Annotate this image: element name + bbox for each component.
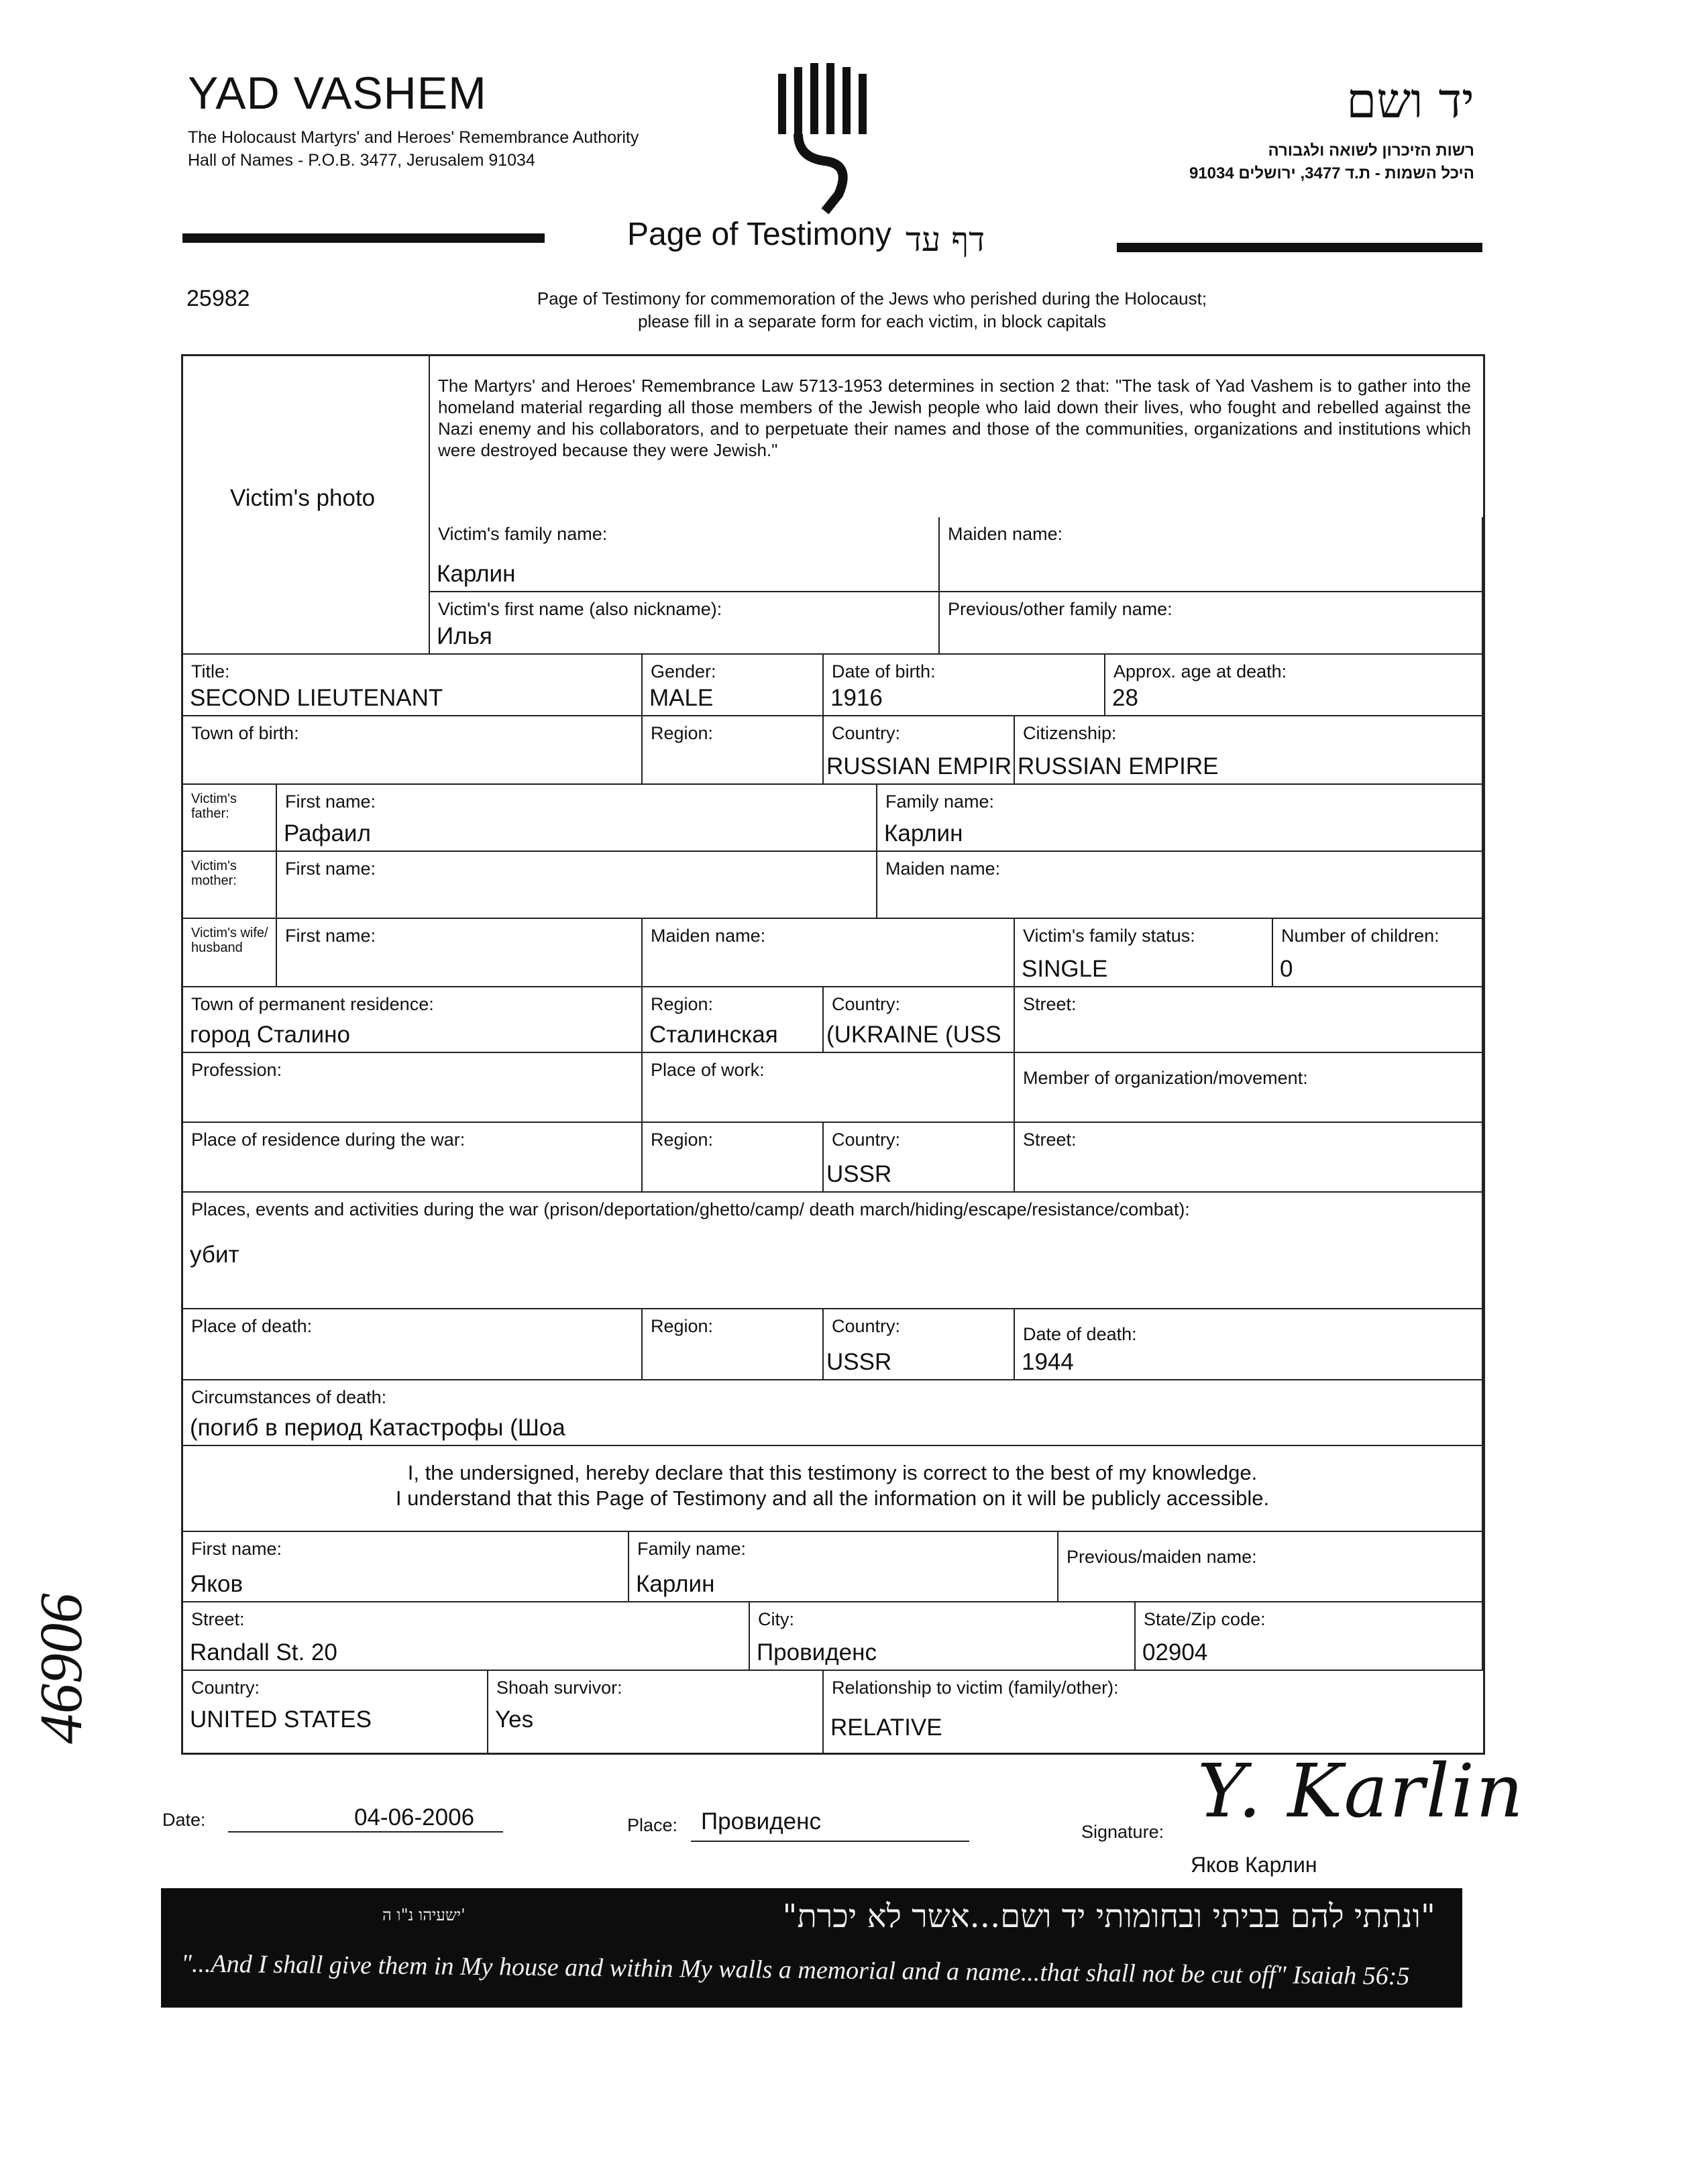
label: Maiden name:	[651, 926, 766, 946]
mother-side-label	[183, 852, 277, 919]
value: 02904	[1142, 1639, 1208, 1666]
victim-first-name-field[interactable]	[430, 592, 940, 655]
value: убит	[190, 1242, 239, 1268]
death-region-field[interactable]	[643, 1309, 824, 1380]
label: Date of birth:	[832, 661, 936, 681]
war-country-field[interactable]	[824, 1123, 1015, 1193]
page-title: Page of Testimony	[627, 217, 892, 252]
value: MALE	[649, 685, 714, 711]
war-region-field[interactable]	[643, 1123, 824, 1193]
mother-first-name-field[interactable]	[277, 852, 877, 919]
circumstances-field[interactable]	[183, 1380, 1483, 1446]
label: Street:	[1023, 994, 1077, 1014]
label: Victim's family status:	[1023, 926, 1195, 946]
gender-field[interactable]	[643, 655, 824, 716]
date-value[interactable]: 04-06-2006	[354, 1804, 475, 1831]
subtitle-line-1: The Holocaust Martyrs' and Heroes' Remembrance Authority	[188, 128, 639, 147]
left-rule	[182, 233, 545, 243]
document-number: 25982	[186, 286, 250, 311]
label: Region:	[651, 1316, 714, 1336]
subtitle-line-2: Hall of Names - P.O.B. 3477, Jerusalem 91034	[188, 151, 535, 170]
intro-line-2: please fill in a separate form for each victim, in block capitals	[638, 311, 1106, 331]
father-first-name-field[interactable]	[277, 785, 877, 852]
date-line	[228, 1831, 503, 1833]
value: SECOND LIEUTENANT	[190, 685, 443, 711]
birth-country-field[interactable]	[824, 716, 1015, 785]
label: Victim's family name:	[438, 524, 608, 544]
submitter-first-name-field[interactable]	[183, 1532, 629, 1602]
label: Country:	[832, 1130, 901, 1150]
label: First name:	[191, 1539, 282, 1559]
date-of-death-field[interactable]	[1015, 1309, 1483, 1380]
label: Family name:	[637, 1539, 747, 1559]
value: RUSSIAN EMPIR	[826, 753, 1012, 779]
value: 28	[1112, 685, 1138, 711]
hebrew-title: יד ושם	[1346, 72, 1474, 129]
value: 1916	[830, 685, 883, 711]
label: Country:	[191, 1678, 260, 1698]
label: First name:	[285, 791, 376, 812]
value: Провиденс	[757, 1639, 877, 1666]
value: город Сталино	[190, 1022, 350, 1048]
war-residence-field[interactable]	[183, 1123, 643, 1193]
victim-photo-label: Victim's photo	[230, 485, 376, 511]
submitter-country-field[interactable]	[183, 1671, 488, 1753]
label: Maiden name:	[885, 859, 1001, 879]
spouse-side-label	[183, 919, 277, 987]
law-text: The Martyrs' and Heroes' Remembrance Law 5713-1953 determines in section 2 that: "The task of Yad Vashem is to gather into the homeland material regarding all those members of the Jewish people who laid down their lives, who fought and rebelled against the Nazi enemy and his collaborators, and to perpetuate their names and those of the communities, organizations and institutions which were destroyed because they were Jewish."	[438, 376, 1471, 460]
family-status-field[interactable]	[1015, 919, 1273, 987]
label: Member of organization/movement:	[1023, 1068, 1308, 1088]
date-label: Date:	[162, 1810, 206, 1830]
label: State/Zip code:	[1144, 1609, 1266, 1629]
signature-label: Signature:	[1081, 1822, 1164, 1842]
date-of-birth-field[interactable]	[824, 655, 1105, 716]
label: Town of birth:	[191, 723, 299, 743]
value: USSR	[826, 1161, 892, 1187]
value: SINGLE	[1022, 956, 1108, 982]
profession-field[interactable]	[183, 1053, 643, 1123]
label: Place of death:	[191, 1316, 313, 1336]
submitter-city-field[interactable]	[750, 1602, 1136, 1671]
label: Country:	[832, 1316, 901, 1336]
label: First name:	[285, 859, 376, 879]
label: Place of work:	[651, 1060, 765, 1080]
label: Victim's mother:	[191, 859, 237, 888]
label: Country:	[832, 994, 901, 1014]
relationship-field[interactable]	[824, 1671, 1483, 1753]
header-subtitle	[188, 126, 639, 172]
testimony-form	[181, 354, 1485, 1755]
number-of-children-field[interactable]	[1273, 919, 1483, 987]
value: Карлин	[437, 561, 516, 587]
label: Relationship to victim (family/other):	[832, 1678, 1119, 1698]
label: Street:	[191, 1609, 245, 1629]
intro-line-1: Page of Testimony for commemoration of the Jews who perished during the Holocaust;	[537, 288, 1207, 309]
label: Citizenship:	[1023, 723, 1117, 743]
value: 0	[1280, 956, 1293, 982]
label: Victim's wife/ husband	[191, 926, 268, 955]
hebrew-subtitle	[1189, 140, 1474, 185]
label: Profession:	[191, 1060, 282, 1080]
label: Country:	[832, 723, 901, 743]
victim-family-name-field[interactable]	[430, 517, 940, 592]
signer-name: Яков Карлин	[1191, 1853, 1317, 1877]
maiden-name-field[interactable]	[940, 517, 1483, 592]
value: RUSSIAN EMPIRE	[1018, 753, 1219, 779]
value: Randall St. 20	[190, 1639, 337, 1666]
yad-vashem-title: YAD VASHEM	[188, 68, 487, 119]
residence-region-field[interactable]	[643, 987, 824, 1053]
label: Date of death:	[1023, 1324, 1137, 1344]
quote-banner	[161, 1888, 1462, 2008]
mother-maiden-name-field[interactable]	[877, 852, 1483, 919]
value: Карлин	[636, 1571, 715, 1597]
value: UNITED STATES	[190, 1706, 372, 1733]
label: Gender:	[651, 661, 716, 681]
label: Town of permanent residence:	[191, 994, 434, 1014]
banner-hebrew-ref: ישעיהו נ"ו ה'	[382, 1906, 466, 1924]
label: Place of residence during the war:	[191, 1130, 466, 1150]
residence-street-field[interactable]	[1015, 987, 1483, 1053]
previous-family-name-field[interactable]	[940, 592, 1483, 655]
place-of-work-field[interactable]	[643, 1053, 1015, 1123]
value: (погиб в период Катастрофы (Шоа	[190, 1415, 565, 1441]
place-line	[691, 1841, 969, 1842]
place-of-death-field[interactable]	[183, 1309, 643, 1380]
shoah-survivor-field[interactable]	[488, 1671, 824, 1753]
father-family-name-field[interactable]	[877, 785, 1483, 852]
value: Илья	[437, 623, 492, 649]
submitter-zip-field[interactable]	[1136, 1602, 1483, 1671]
town-of-birth-field[interactable]	[183, 716, 643, 785]
signature-image: Y. Karlin	[1197, 1748, 1525, 1834]
label: Street:	[1023, 1130, 1077, 1150]
label: Number of children:	[1281, 926, 1439, 946]
label: Previous/maiden name:	[1067, 1547, 1257, 1567]
submitter-street-field[interactable]	[183, 1602, 750, 1671]
label: Victim's first name (also nickname):	[438, 599, 722, 619]
intro-text	[402, 287, 1342, 333]
declaration-box	[183, 1446, 1483, 1532]
label: Approx. age at death:	[1113, 661, 1287, 681]
father-side-label	[183, 785, 277, 852]
submitter-family-name-field[interactable]	[629, 1532, 1058, 1602]
side-handwritten-number: 46906	[28, 1593, 95, 1744]
label: Previous/other family name:	[948, 599, 1173, 619]
spouse-maiden-name-field[interactable]	[643, 919, 1015, 987]
victim-photo-box	[183, 356, 430, 655]
right-rule	[1117, 243, 1482, 252]
yad-vashem-logo-icon	[771, 60, 885, 215]
place-value[interactable]: Провиденс	[701, 1808, 821, 1835]
label: First name:	[285, 926, 376, 946]
value: RELATIVE	[830, 1714, 942, 1741]
organization-field[interactable]	[1015, 1053, 1483, 1123]
label: Victim's father:	[191, 791, 237, 821]
value: (UKRAINE (USS	[826, 1022, 1001, 1048]
label: Circumstances of death:	[191, 1387, 387, 1407]
birth-region-field[interactable]	[643, 716, 824, 785]
submitter-previous-name-field[interactable]	[1058, 1532, 1483, 1602]
label: Family name:	[885, 791, 995, 812]
declaration-line-1: I, the undersigned, hereby declare that this testimony is correct to the best of my knowledge.	[407, 1461, 1258, 1484]
death-country-field[interactable]	[824, 1309, 1015, 1380]
value: Рафаил	[284, 820, 371, 847]
value: 1944	[1022, 1349, 1074, 1375]
value: Карлин	[884, 820, 963, 847]
value: Сталинская	[649, 1022, 778, 1048]
label: Region:	[651, 1130, 714, 1150]
banner-hebrew: "ונתתי להם בביתי ובחומותי יד ושם...אשר לא יכרת"	[782, 1898, 1435, 1935]
spouse-first-name-field[interactable]	[277, 919, 643, 987]
age-at-death-field[interactable]	[1105, 655, 1483, 716]
war-street-field[interactable]	[1015, 1123, 1483, 1193]
label: Region:	[651, 723, 714, 743]
value: Яков	[190, 1571, 243, 1597]
value: Yes	[495, 1706, 534, 1733]
banner-english: "...And I shall give them in My house and within My walls a memorial and a name...that shall not be cut off" Isaiah 56:5	[180, 1949, 1410, 1991]
residence-country-field[interactable]	[824, 987, 1015, 1053]
title-field[interactable]	[183, 655, 643, 716]
label: Maiden name:	[948, 524, 1063, 544]
residence-town-field[interactable]	[183, 987, 643, 1053]
label: Places, events and activities during the war (prison/deportation/ghetto/camp/ death march/hiding/escape/resistance/combat):	[191, 1199, 1190, 1219]
value: USSR	[826, 1349, 892, 1375]
declaration-line-2: I understand that this Page of Testimony and all the information on it will be publicly accessible.	[395, 1486, 1270, 1510]
label: Region:	[651, 994, 714, 1014]
war-events-field[interactable]	[183, 1193, 1483, 1309]
page-title-hebrew: דף עד	[906, 220, 985, 259]
hebrew-line-1: רשות הזיכרון לשואה ולגבורה	[1268, 142, 1474, 160]
label: Shoah survivor:	[496, 1678, 622, 1698]
label: City:	[758, 1609, 794, 1629]
hebrew-line-2: היכל השמות - ת.ד 3477, ירושלים 91034	[1189, 164, 1474, 182]
citizenship-field[interactable]	[1015, 716, 1483, 785]
place-label: Place:	[627, 1815, 678, 1835]
label: Title:	[191, 661, 230, 681]
